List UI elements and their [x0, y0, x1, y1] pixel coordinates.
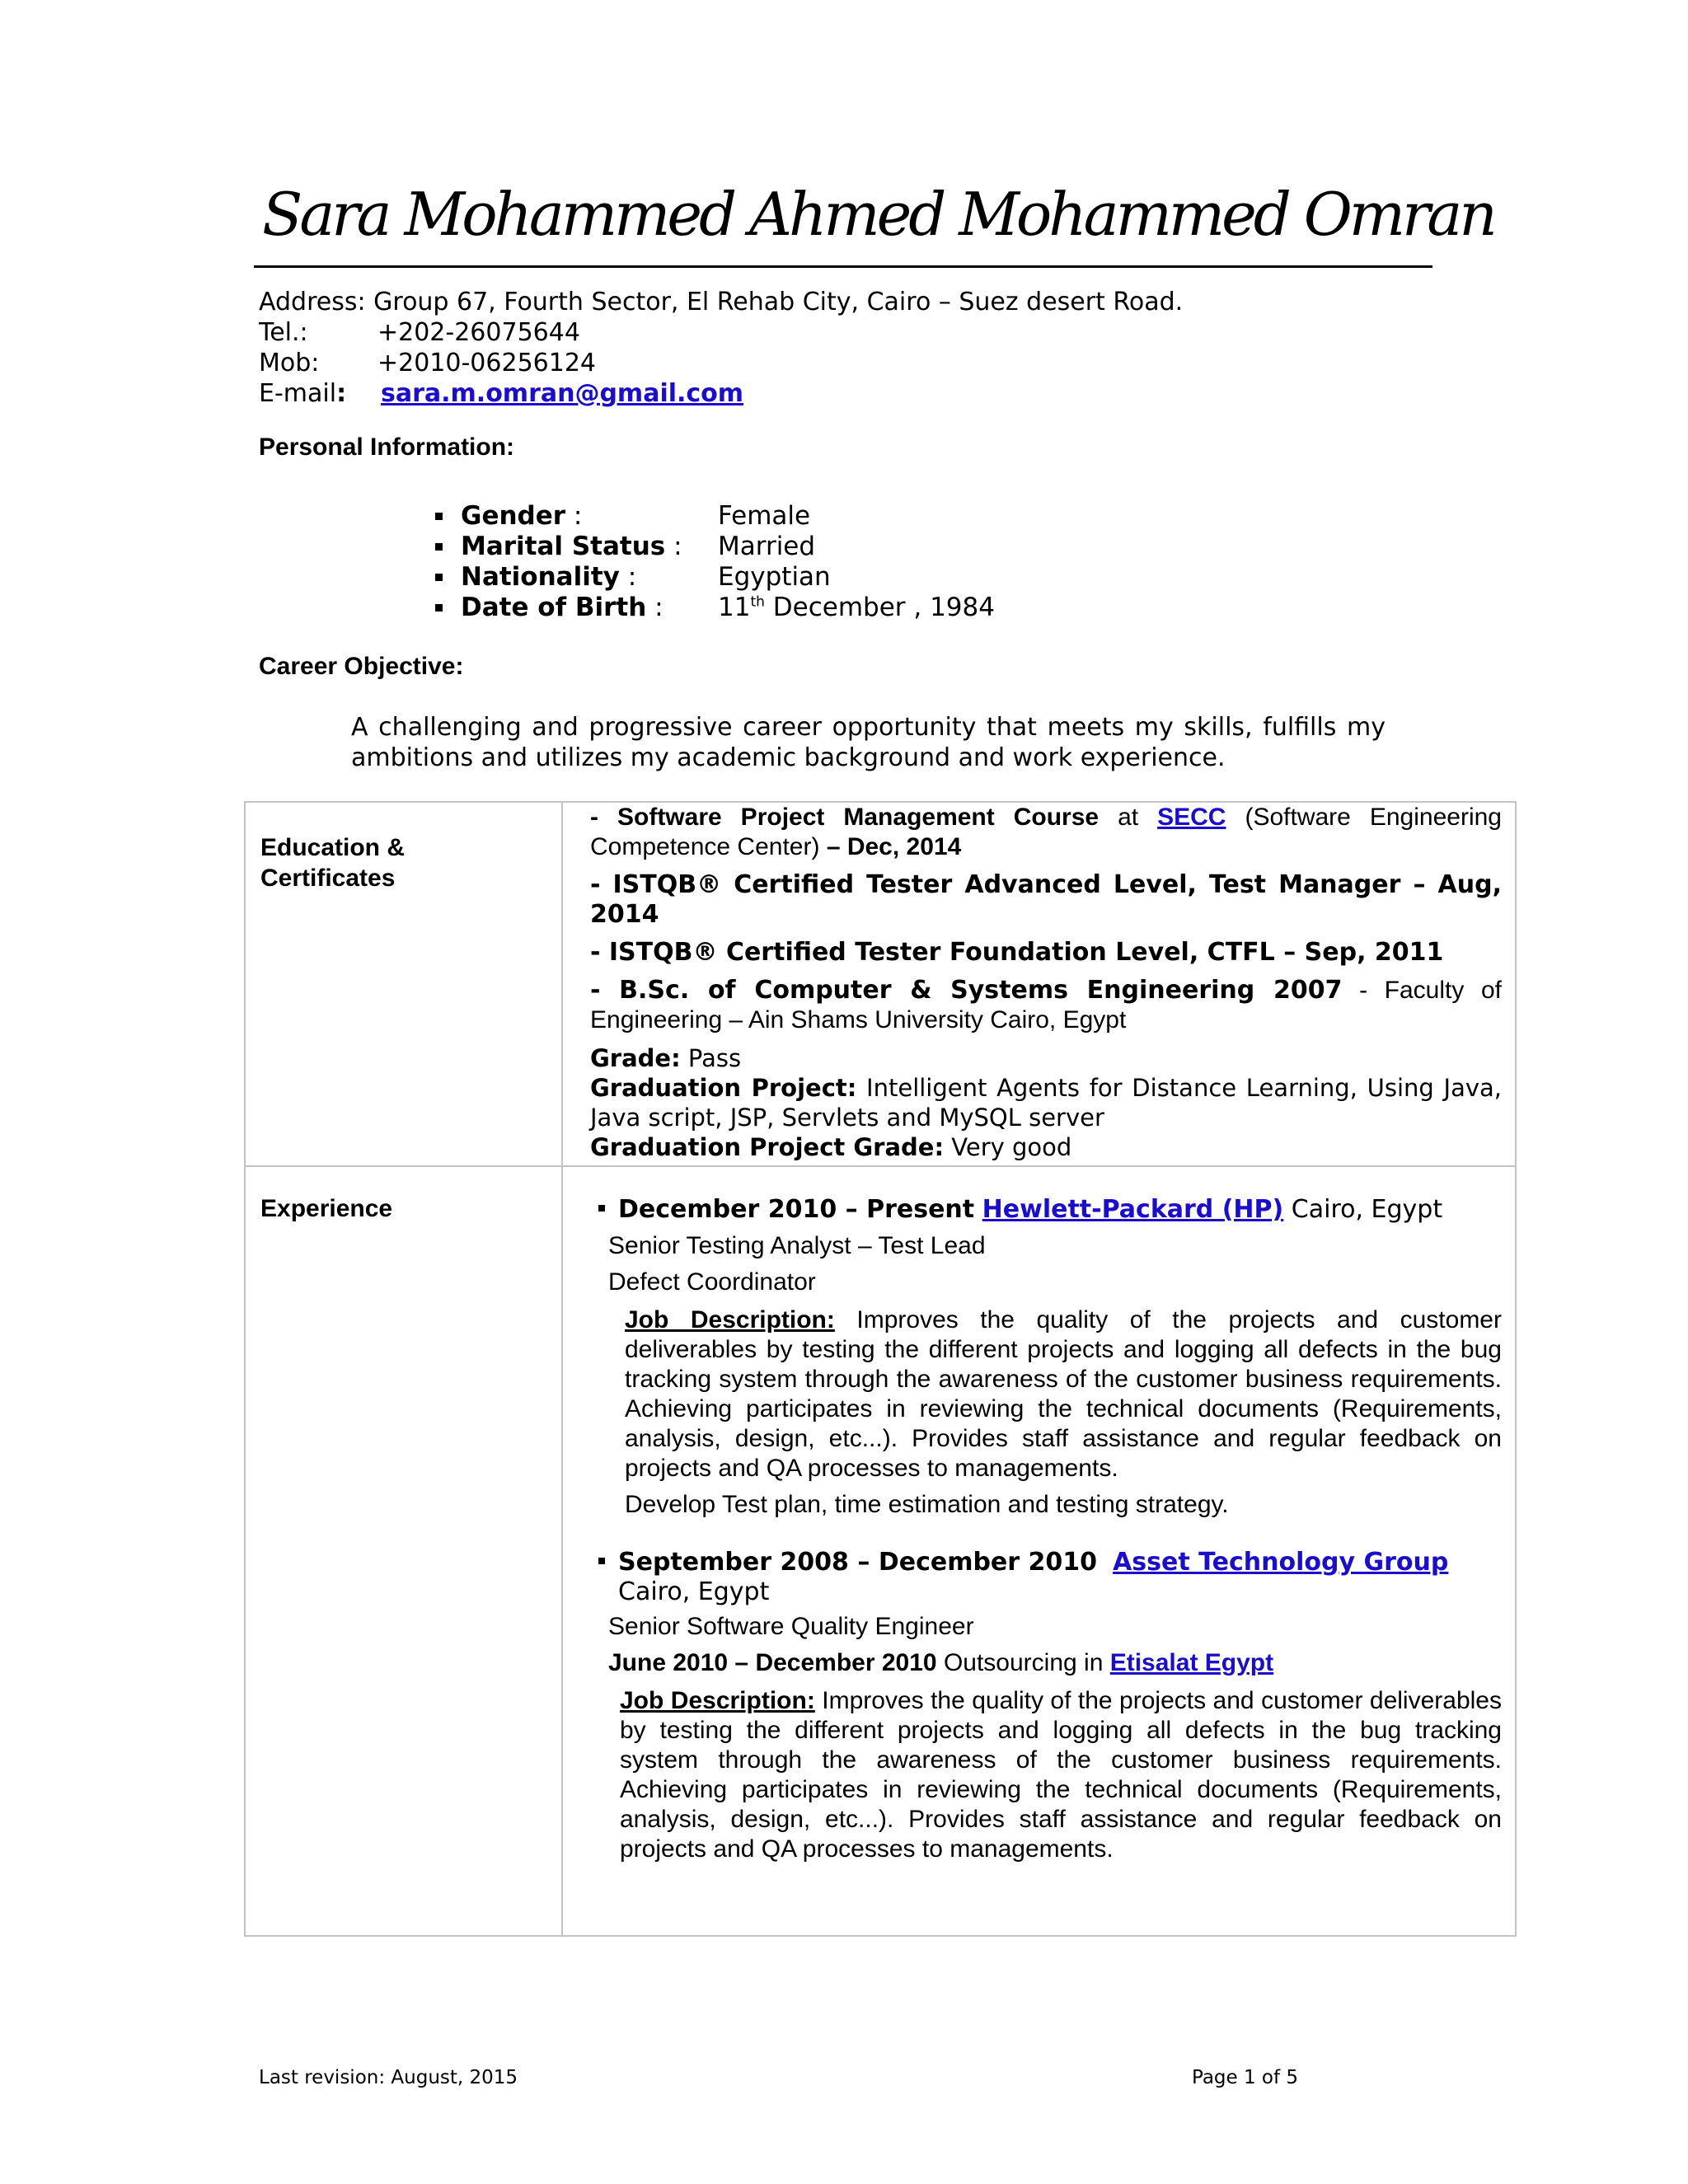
- email-row: [259, 378, 1183, 409]
- mob-row: [259, 348, 1183, 378]
- graduation-project-grade-value: Very good: [944, 1133, 1072, 1161]
- job-hp-description: [625, 1305, 1502, 1483]
- dob-day: 11: [718, 593, 751, 622]
- gender-key: Gender: [461, 501, 566, 531]
- graduation-project-grade-entry: [590, 1132, 1502, 1162]
- job-hp-header: [590, 1195, 1502, 1225]
- course-entry: [590, 803, 1502, 862]
- job-hp-title2: Defect Coordinator: [608, 1268, 816, 1296]
- job-asset-subtext: Outsourcing in: [936, 1649, 1110, 1676]
- square-bullet-icon: [435, 543, 443, 551]
- gender-value: Female: [718, 501, 811, 531]
- nationality-sep: :: [619, 562, 637, 592]
- job-hp-location: Cairo, Egypt: [1283, 1195, 1443, 1224]
- email-colon: :: [336, 379, 347, 408]
- graduation-project-entry: [590, 1073, 1502, 1132]
- course-at: at: [1099, 804, 1158, 831]
- istqb-foundation: - ISTQB® Certified Tester Foundation Level, CTFL – Sep, 2011: [590, 938, 1444, 967]
- grade-entry: [590, 1043, 1502, 1073]
- tel-row: [259, 317, 1183, 348]
- job-hp-title1: Senior Testing Analyst – Test Lead: [608, 1232, 986, 1259]
- bsc-entry: [590, 976, 1502, 1035]
- marital-status-value: Married: [718, 532, 816, 561]
- square-bullet-icon: [435, 574, 443, 581]
- personal-info-list: [435, 501, 995, 623]
- address-row: [259, 287, 1183, 317]
- date-of-birth-item: [435, 593, 995, 623]
- job-asset-header: [590, 1548, 1502, 1577]
- course-title: - Software Project Management Course: [590, 804, 1100, 831]
- nationality-key: Nationality: [461, 562, 620, 592]
- job-asset-location: Cairo, Egypt: [618, 1577, 770, 1606]
- mob-label: Mob:: [259, 349, 320, 377]
- email-label: E-mail: [259, 379, 337, 408]
- education-label: [260, 832, 405, 893]
- mob-value: +2010-06256124: [377, 349, 597, 377]
- istqb-advanced: - ISTQB® Certified Tester Advanced Level, Test Manager – Aug, 2014: [590, 870, 1502, 929]
- asset-technology-link[interactable]: Asset Technology Group: [1113, 1548, 1449, 1577]
- job-asset-title1: Senior Software Quality Engineer: [608, 1613, 974, 1640]
- personal-info-heading: Personal Information:: [259, 434, 515, 461]
- secc-link[interactable]: SECC: [1157, 804, 1226, 831]
- gender-sep: :: [565, 501, 583, 531]
- career-objective-heading: Career Objective:: [259, 653, 464, 680]
- course-org-full: (Software Engineering Competence Center): [590, 804, 1502, 860]
- marital-status-key: Marital Status: [461, 532, 666, 561]
- table-row-divider: [246, 1165, 1515, 1167]
- etisalat-link[interactable]: Etisalat Egypt: [1109, 1649, 1274, 1676]
- education-content: [590, 803, 1502, 1162]
- istqb-foundation-entry: [590, 938, 1502, 968]
- job-hp-extra: Develop Test plan, time estimation and testing strategy.: [625, 1491, 1229, 1518]
- tel-value: +202-26075644: [377, 318, 580, 347]
- date-of-birth-sep: :: [646, 593, 663, 622]
- square-bullet-icon: [435, 604, 443, 612]
- job-asset-period: September 2008 – December 2010: [618, 1548, 1098, 1577]
- job-asset-description: [620, 1686, 1502, 1864]
- marital-status-sep: :: [665, 532, 682, 561]
- education-label-line1: Education &: [260, 834, 406, 861]
- contact-block: [259, 287, 1183, 409]
- istqb-advanced-entry: [590, 870, 1502, 930]
- hp-link[interactable]: Hewlett-Packard (HP): [982, 1195, 1284, 1224]
- job-asset-subperiod: June 2010 – December 2010: [608, 1649, 937, 1676]
- graduation-project-grade-label: Graduation Project Grade:: [590, 1133, 945, 1161]
- grade-value: Pass: [680, 1044, 742, 1072]
- date-of-birth-key: Date of Birth: [461, 593, 647, 622]
- address-value: Group 67, Fourth Sector, El Rehab City, Cairo – Suez desert Road.: [373, 288, 1184, 316]
- job-asset-description-text: Improves the quality of the projects and customer deliverables by testing the different projects and logging all defects in the bug tracking system through the awareness of the customer business requirements. Achieving participates in reviewing the technical documents (Requirements, analysis, design, etc...). Provides staff assistance and regular feedback on projects and QA processes to managements.: [620, 1687, 1502, 1863]
- job-asset-subperiod-row: [608, 1648, 1502, 1678]
- address-label: Address:: [259, 288, 366, 316]
- square-bullet-icon: [435, 513, 443, 520]
- bsc-rest: - Faculty of Engineering – Ain Shams University Cairo, Egypt: [590, 977, 1502, 1033]
- footer-revision: Last revision: August, 2015: [259, 2067, 518, 2088]
- career-objective-text: A challenging and progressive career opportunity that meets my skills, fulfills my ambitions and utilizes my academic background and work experience.: [351, 713, 1386, 772]
- course-date: – Dec, 2014: [826, 833, 962, 860]
- graduation-project-label: Graduation Project:: [590, 1074, 857, 1102]
- education-label-line2: Certificates: [260, 865, 396, 892]
- nationality-item: [435, 562, 995, 593]
- job-asset-description-label: Job Description:: [620, 1687, 815, 1714]
- experience-content: [590, 1195, 1502, 1864]
- email-link[interactable]: sara.m.omran@gmail.com: [381, 379, 744, 408]
- bsc-title: - B.Sc. of Computer & Systems Engineering 2007: [590, 976, 1343, 1005]
- job-hp-period: December 2010 – Present: [618, 1195, 975, 1224]
- square-bullet-icon: [598, 1558, 605, 1564]
- tel-label: Tel.:: [259, 318, 308, 347]
- job-hp-description-text: Improves the quality of the projects and customer deliverables by testing the different projects and logging all defects in the bug tracking system through the awareness of the customer business requirements. Achieving participates in reviewing the technical documents (Requirements, analysis, design, etc...). Provides staff assistance and regular feedback on projects and QA processes to managements.: [625, 1306, 1502, 1482]
- nationality-value: Egyptian: [718, 562, 831, 592]
- marital-status-item: [435, 532, 995, 562]
- grade-label: Grade:: [590, 1044, 681, 1072]
- square-bullet-icon: [598, 1205, 605, 1212]
- job-hp-description-label: Job Description:: [625, 1306, 835, 1333]
- date-of-birth-value: [718, 593, 995, 623]
- graduation-project-value: Intelligent Agents for Distance Learning, Using Java, Java script, JSP, Servlets and MySQL server: [590, 1074, 1502, 1132]
- dob-ordinal: th: [750, 593, 765, 611]
- footer-page-number: Page 1 of 5: [1192, 2067, 1299, 2088]
- table-column-divider: [561, 803, 563, 1935]
- dob-rest: December , 1984: [764, 593, 995, 622]
- email-label-wrap: [259, 378, 381, 409]
- candidate-name: Sara Mohammed Ahmed Mohammed Omran: [262, 180, 1494, 249]
- gender-item: [435, 501, 995, 532]
- name-underline-divider: [254, 265, 1432, 268]
- experience-label: Experience: [260, 1195, 393, 1222]
- resume-table: [244, 801, 1517, 1937]
